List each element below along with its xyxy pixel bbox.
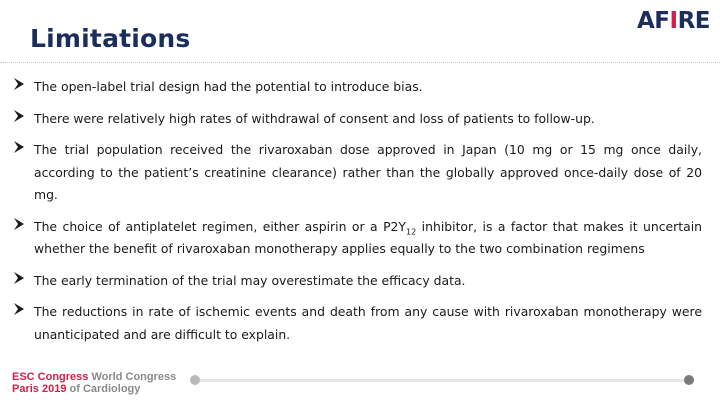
logo-suffix: RE [677, 8, 710, 34]
arrowhead-bullet-icon [12, 77, 26, 91]
bullet-subscript: 12 [406, 226, 417, 236]
arrowhead-bullet-icon [12, 302, 26, 316]
bullet-text: The trial population received the rivaroxaban dose approved in Japan (10 mg or 15 mg once daily, according to the patient’s creatinine clearance) rather than the globally approved once-daily dose of 20 mg. [34, 142, 702, 202]
bullet-text-after: inhibitor, is a factor that makes it uncertain whether the benefit of rivaroxaban monotherapy applies equally to the two combination regimens [34, 218, 702, 256]
logo-accent: I [669, 8, 678, 34]
congress-location: Paris 2019 [12, 383, 67, 395]
congress-name: ESC Congress [12, 371, 89, 383]
esc-congress-logo [12, 371, 176, 395]
world-congress-subtitle: of Cardiology [69, 383, 141, 395]
arrowhead-bullet-icon [12, 271, 26, 285]
progress-start-dot [190, 375, 200, 385]
bullet-item [12, 139, 702, 207]
arrowhead-bullet-icon [12, 109, 26, 123]
bullet-text: The open-label trial design had the potential to introduce bias. [34, 79, 423, 94]
logo-prefix: AF [637, 8, 670, 34]
arrowhead-bullet-icon [12, 217, 26, 231]
congress-line-1 [12, 371, 176, 383]
bullet-text: The reductions in rate of ischemic events and death from any cause with rivaroxaban monotherapy were unanticipated and are difficult to explain. [34, 304, 702, 342]
bullet-item [12, 108, 702, 131]
bullet-item [12, 76, 702, 99]
afire-logo [637, 8, 710, 34]
progress-end-dot [684, 375, 694, 385]
bullet-text: There were relatively high rates of withdrawal of consent and loss of patients to follow-up. [34, 110, 595, 126]
bullet-item [12, 301, 702, 346]
bullet-text [34, 216, 702, 261]
arrowhead-bullet-icon [12, 140, 26, 154]
bullet-item [12, 216, 702, 261]
bullet-item [12, 270, 702, 293]
congress-line-2 [12, 383, 176, 395]
title-divider [0, 62, 720, 63]
world-congress-name: World Congress [91, 371, 177, 383]
page-title: Limitations [30, 24, 191, 53]
bullet-text: The early termination of the trial may overestimate the efficacy data. [34, 272, 466, 288]
bullet-list [12, 76, 702, 355]
slide-progress-track [194, 379, 690, 382]
bullet-text-before: The choice of antiplatelet regimen, either aspirin or a P2Y [34, 218, 407, 234]
